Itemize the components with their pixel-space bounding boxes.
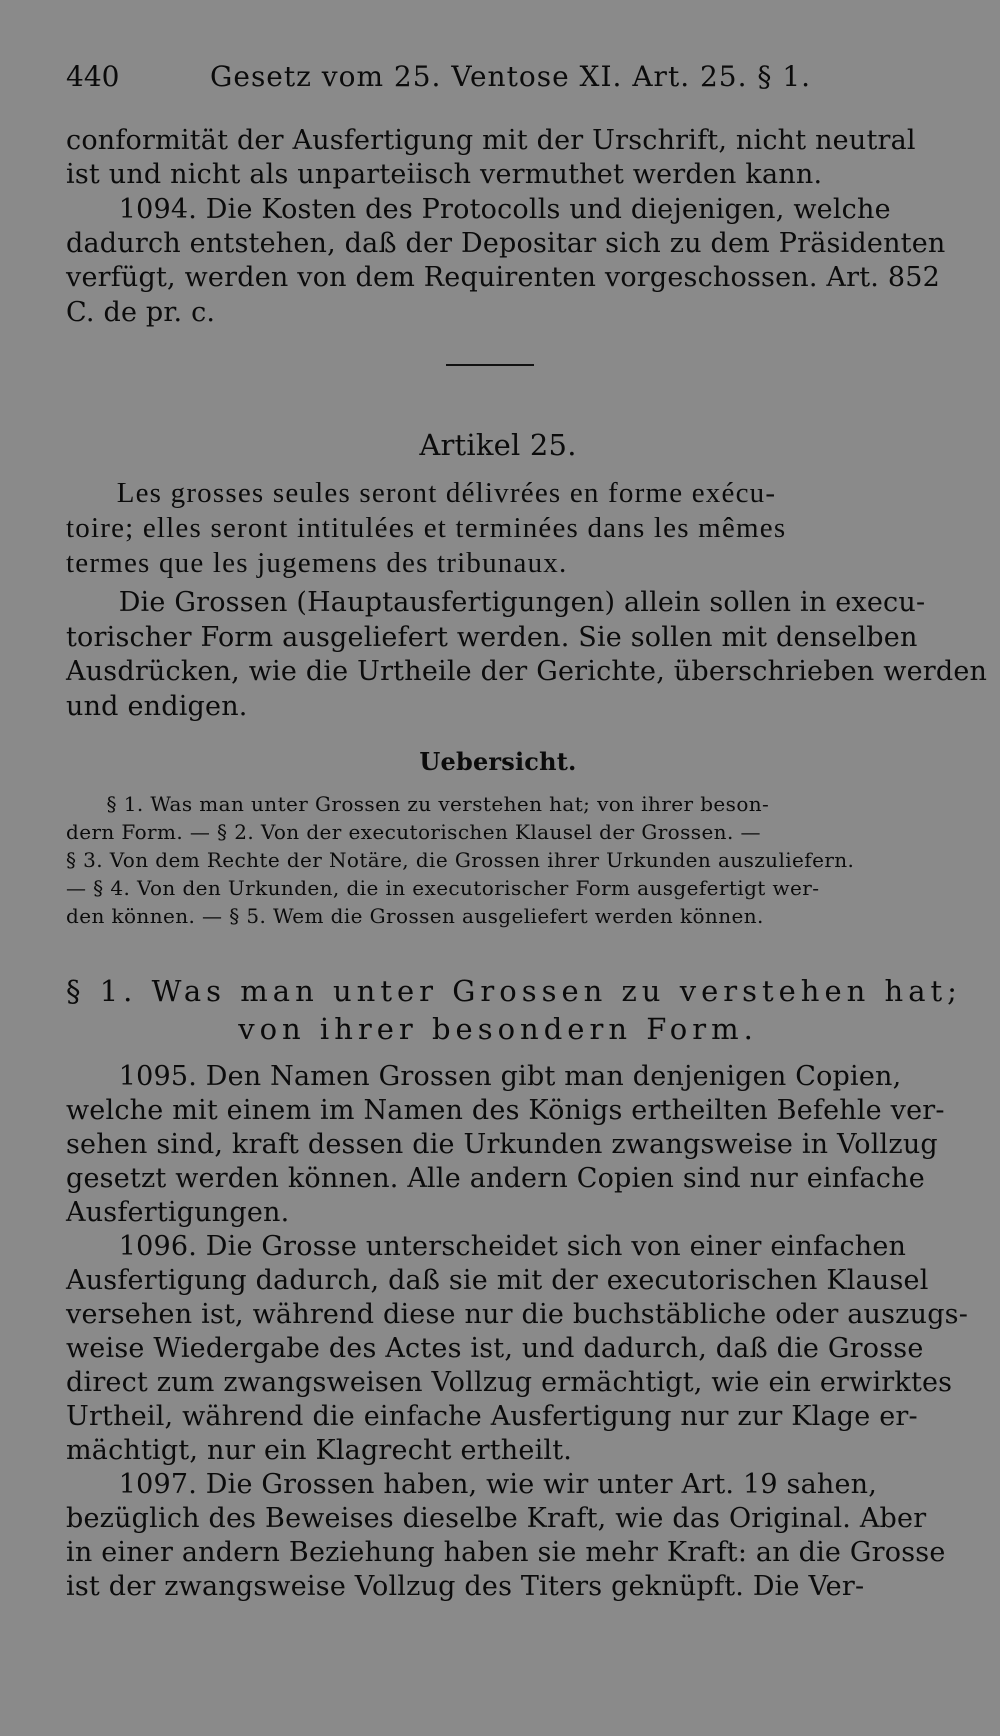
text-line: 1097. Die Grossen haben, wie wir unter Art. 19 sahen, [66,1469,878,1500]
german-line: torischer Form ausgeliefert werden. Sie sollen mit denselben [66,622,918,653]
text-line: versehen ist, während diese nur die buchstäbliche oder auszugs- [66,1299,969,1330]
text-line: ist und nicht als unparteiisch vermuthet werden kann. [66,159,823,190]
french-line: Les grosses seules seront délivrées en forme exécu- [66,477,777,509]
text-line: direct zum zwangsweisen Vollzug ermächtigt, wie ein erwirktes [66,1367,953,1398]
text-line: verfügt, werden von dem Requirenten vorgeschossen. Art. 852 [66,262,940,293]
german-line: Ausdrücken, wie die Urtheile der Gerichte, überschrieben werden [66,656,988,687]
text-line: gesetzt werden können. Alle andern Copien sind nur einfache [66,1163,925,1194]
running-title: Gesetz vom 25. Ventose XI. Art. 25. § 1. [210,60,812,93]
overview-line: § 3. Von dem Rechte der Notäre, die Grossen ihrer Urkunden auszuliefern. [66,848,855,872]
overview-line: — § 4. Von den Urkunden, die in executorischer Form ausgefertigt wer- [66,876,820,900]
page-number: 440 [66,60,120,93]
german-line: Die Grossen (Hauptausfertigungen) allein sollen in execu- [66,587,926,618]
text-line: 1094. Die Kosten des Protocolls und diejenigen, welche [66,194,891,225]
overview-line: den können. — § 5. Wem die Grossen ausgeliefert werden können. [66,904,764,928]
text-line: in einer andern Beziehung haben sie mehr Kraft: an die Grosse [66,1537,946,1568]
german-line: und endigen. [66,691,248,722]
text-line: bezüglich des Beweises dieselbe Kraft, wie das Original. Aber [66,1503,927,1534]
text-line: sehen sind, kraft dessen die Urkunden zwangsweise in Vollzug [66,1129,938,1160]
text-line: weise Wiedergabe des Actes ist, und dadurch, daß die Grosse [66,1333,924,1364]
text-line: Ausfertigungen. [66,1197,290,1228]
french-line: toire; elles seront intitulées et terminées dans les mêmes [66,512,787,544]
article-heading: Artikel 25. [419,428,577,462]
text-line: conformität der Ausfertigung mit der Urschrift, nicht neutral [66,125,916,156]
text-line: 1096. Die Grosse unterscheidet sich von einer einfachen [66,1231,907,1262]
text-line: C. de pr. c. [66,297,216,328]
separator-rule [446,364,534,366]
section-heading: § 1. Was man unter Grossen zu verstehen hat; [66,974,962,1008]
french-line: termes que les jugemens des tribunaux. [66,547,568,579]
section-subheading: von ihrer besondern Form. [238,1012,758,1046]
overview-line: dern Form. — § 2. Von der executorischen Klausel der Grossen. — [66,820,761,844]
text-line: mächtigt, nur ein Klagrecht ertheilt. [66,1435,573,1466]
overview-heading: Uebersicht. [419,747,577,776]
text-line: ist der zwangsweise Vollzug des Titers geknüpft. Die Ver- [66,1571,865,1602]
text-line: Ausfertigung dadurch, daß sie mit der executorischen Klausel [66,1265,929,1296]
overview-line: § 1. Was man unter Grossen zu verstehen hat; von ihrer beson- [66,792,770,816]
text-line: dadurch entstehen, daß der Depositar sich zu dem Präsidenten [66,228,946,259]
text-line: Urtheil, während die einfache Ausfertigung nur zur Klage er- [66,1401,918,1432]
text-line: welche mit einem im Namen des Königs ertheilten Befehle ver- [66,1095,945,1126]
text-line: 1095. Den Namen Grossen gibt man denjenigen Copien, [66,1061,902,1092]
